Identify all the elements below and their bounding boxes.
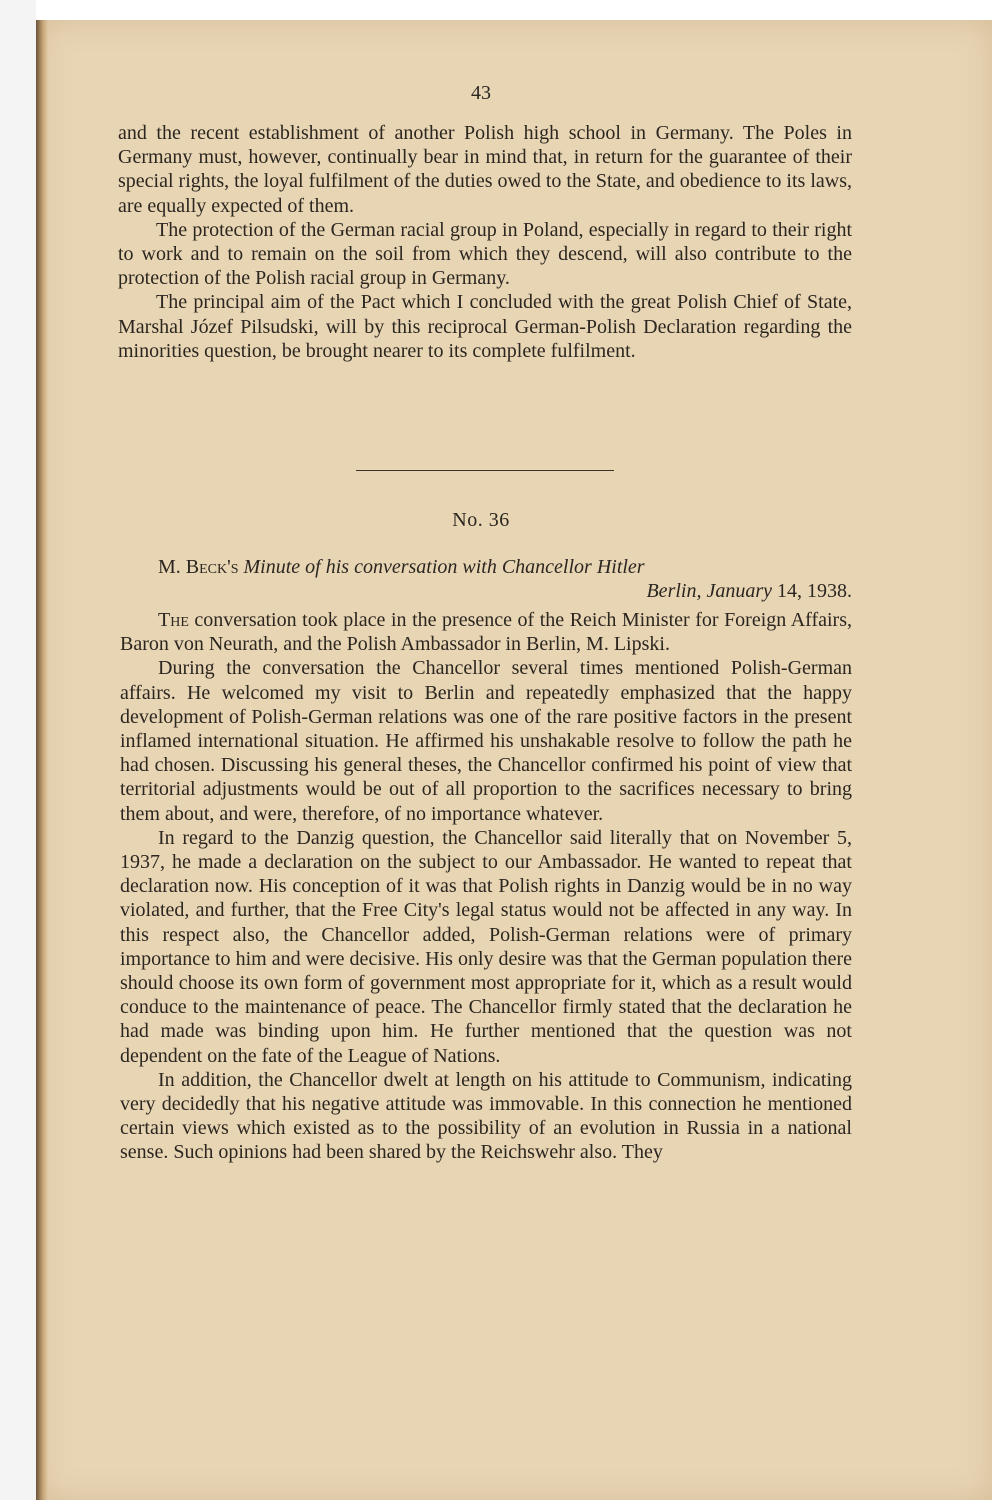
- document-number: No. 36: [452, 509, 510, 531]
- section-divider: [356, 470, 614, 471]
- heading-place: Berlin, January: [646, 580, 772, 602]
- document-body: [120, 608, 852, 1165]
- heading-author: M. Beck's: [158, 556, 239, 578]
- paragraph: During the conversation the Chancellor several times mentioned Polish-German affairs. He welcomed my visit to Berlin and repeatedly emphasized that the happy development of Polish-German relations was one of the rare positive factors in the present inflamed international situation. He affirmed his unshakable resolve to follow the path he had chosen. Discussing his general theses, the Chancellor confirmed his point of view that territorial adjustments would be out of all proportion to the sacrifices necessary to bring them about, and were, therefore, of no importance whatever.: [120, 657, 852, 825]
- heading-line-2: [158, 579, 852, 603]
- first-paragraph-text: conversation took place in the presence of the Reich Minister for Foreign Affairs, Baron von Neurath, and the Polish Ambassador in Berlin, M. Lipski.: [120, 609, 852, 656]
- paragraph: The principal aim of the Pact which I concluded with the great Polish Chief of State, Marshal Józef Pilsudski, will by this reciprocal German-Polish Declaration regarding the minorities question, be brought nearer to its complete fulfilment.: [118, 291, 852, 362]
- top-text-block: [118, 121, 852, 363]
- scan-top-margin: [0, 0, 1002, 20]
- heading-date: 14, 1938.: [777, 580, 852, 602]
- paragraph: In addition, the Chancellor dwelt at length on his attitude to Communism, indicating very decidedly that his negative attitude was immovable. In this connection he mentioned certain views which existed as to the possibility of an evolution in Russia in a national sense. Such opinions had been shared by the Reichswehr also. They: [120, 1068, 852, 1164]
- page-number: 43: [471, 82, 491, 104]
- paragraph: and the recent establishment of another Polish high school in Germany. The Poles in Germany must, however, continually bear in mind that, in return for the guarantee of their special rights, the loyal fulfilment of the duties owed to the State, and obedience to its laws, are equally expected of them.: [118, 122, 852, 217]
- heading-line-1: [158, 555, 852, 579]
- document-heading: [158, 555, 852, 603]
- first-word: The: [158, 609, 189, 631]
- scan-left-margin: [0, 0, 36, 1500]
- paragraph: The protection of the German racial group in Poland, especially in regard to their right to work and to remain on the soil from which they descend, will also contribute to the protection of the Polish racial group in Germany.: [118, 218, 852, 290]
- paragraph: [120, 608, 852, 656]
- heading-title: Minute of his conversation with Chancellor Hitler: [243, 556, 645, 578]
- book-spine-shadow: [36, 20, 48, 1500]
- paragraph: In regard to the Danzig question, the Chancellor said literally that on November 5, 1937, he made a declaration on the subject to our Ambassador. He wanted to repeat that declaration now. His conception of it was that Polish rights in Danzig would be in no way violated, and further, that the Free City's legal status would not be affected in any way. In this respect also, the Chancellor added, Polish-German relations were of primary importance to him and were decisive. His only desire was that the German population there should choose its own form of government most appropriate for it, which as a result would conduce to the maintenance of peace. The Chancellor firmly stated that the declaration he had made was binding upon him. He further mentioned that the question was not dependent on the fate of the League of Nations.: [120, 826, 852, 1067]
